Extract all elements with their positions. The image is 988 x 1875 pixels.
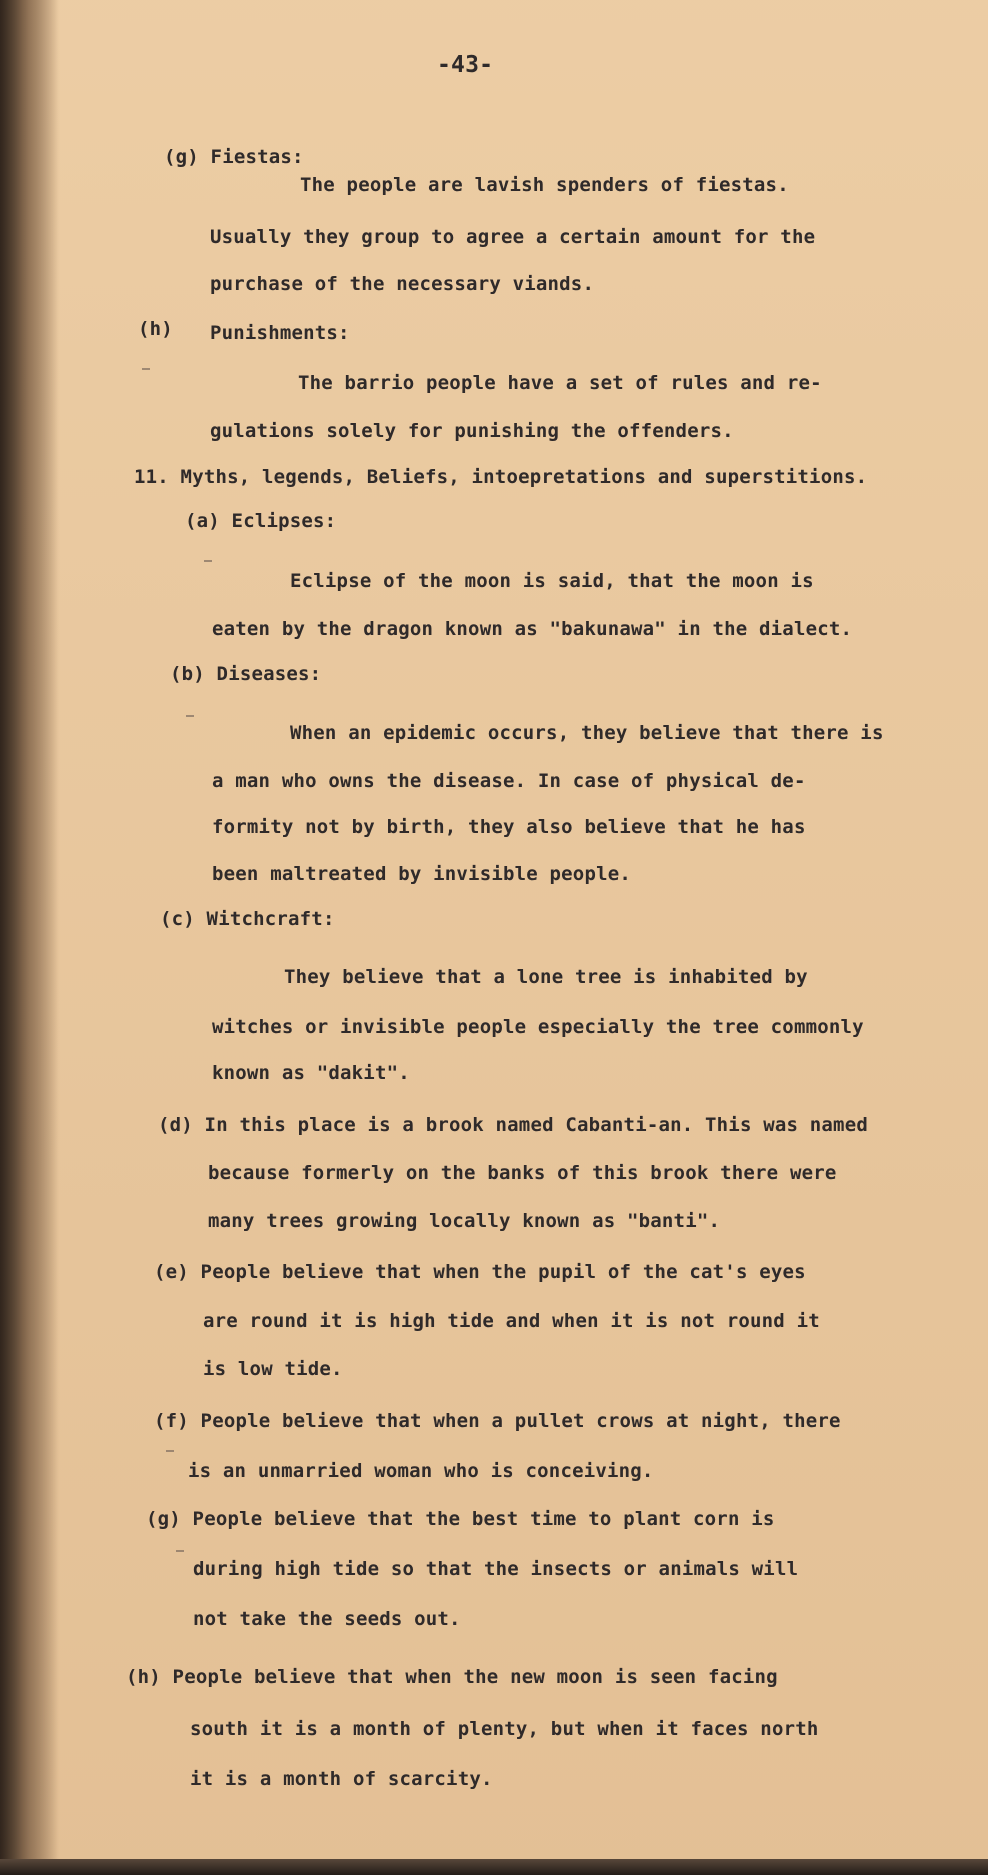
paragraph-line: The people are lavish spenders of fiestas. xyxy=(300,174,789,196)
heading-witchcraft: (c) Witchcraft: xyxy=(160,908,335,930)
pen-mark xyxy=(166,1450,174,1452)
paragraph-line: it is a month of scarcity. xyxy=(190,1768,493,1790)
pen-mark xyxy=(176,1550,184,1552)
item-d-line: (d) In this place is a brook named Cabanti-an. This was named xyxy=(158,1114,868,1136)
paragraph-line: Usually they group to agree a certain amount for the xyxy=(210,226,816,248)
paragraph-line: known as "dakit". xyxy=(212,1062,410,1084)
binding-shadow xyxy=(0,0,58,1875)
item-h-line: (h) People believe that when the new moon is seen facing xyxy=(126,1666,778,1688)
paragraph-line: The barrio people have a set of rules and re- xyxy=(298,372,822,394)
section-heading-myths: 11. Myths, legends, Beliefs, intoepretations and superstitions. xyxy=(134,466,868,488)
paragraph-line: formity not by birth, they also believe that he has xyxy=(212,816,806,838)
paragraph-line: witches or invisible people especially the tree commonly xyxy=(212,1016,864,1038)
heading-diseases: (b) Diseases: xyxy=(170,663,322,685)
pen-mark xyxy=(186,715,194,717)
heading-punishments: Punishments: xyxy=(210,322,350,344)
paragraph-line: a man who owns the disease. In case of physical de- xyxy=(212,770,806,792)
item-e-line: (e) People believe that when the pupil of the cat's eyes xyxy=(154,1261,806,1283)
heading-marker-h: (h) xyxy=(138,318,173,340)
heading-eclipses: (a) Eclipses: xyxy=(185,510,337,532)
paragraph-line: eaten by the dragon known as "bakunawa" in the dialect. xyxy=(212,618,853,640)
paragraph-line: Eclipse of the moon is said, that the moon is xyxy=(290,570,814,592)
paragraph-line: is an unmarried woman who is conceiving. xyxy=(188,1460,654,1482)
paragraph-line: been maltreated by invisible people. xyxy=(212,863,632,885)
paragraph-line: They believe that a lone tree is inhabited by xyxy=(284,966,808,988)
paragraph-line: not take the seeds out. xyxy=(193,1608,461,1630)
item-g-line: (g) People believe that the best time to plant corn is xyxy=(146,1508,775,1530)
paragraph-line: south it is a month of plenty, but when it faces north xyxy=(190,1718,819,1740)
page-number: -43- xyxy=(437,52,494,78)
pen-mark xyxy=(204,560,212,562)
paragraph-line: during high tide so that the insects or animals will xyxy=(193,1558,799,1580)
item-f-line: (f) People believe that when a pullet crows at night, there xyxy=(154,1410,841,1432)
paragraph-line: because formerly on the banks of this brook there were xyxy=(208,1162,837,1184)
heading-fiestas: (g) Fiestas: xyxy=(164,146,304,168)
paragraph-line: many trees growing locally known as "banti". xyxy=(208,1210,721,1232)
paragraph-line: is low tide. xyxy=(203,1358,343,1380)
paragraph-line: gulations solely for punishing the offenders. xyxy=(210,420,734,442)
scan-bottom-edge xyxy=(0,1859,988,1875)
paragraph-line: When an epidemic occurs, they believe that there is xyxy=(290,722,884,744)
pen-mark xyxy=(142,368,150,370)
paragraph-line: purchase of the necessary viands. xyxy=(210,273,595,295)
paragraph-line: are round it is high tide and when it is not round it xyxy=(203,1310,820,1332)
